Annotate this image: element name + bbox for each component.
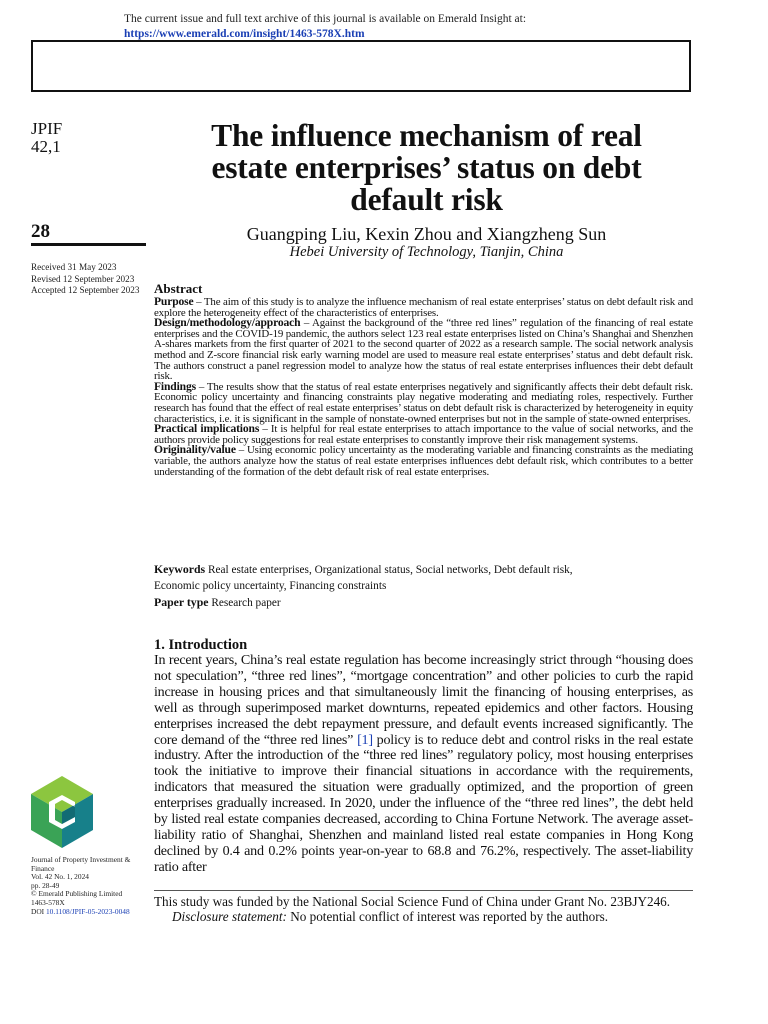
journal-info — [31, 120, 62, 156]
abstract-text: – Against the background of the “three red lines” regulation of the financing of real estate enterprises and the COVID-19 pandemic, the authors select 123 real estate enterprises listed on China’s Shanghai and Shenzhen A-shares markets from the first quarter of 2021 to the second quarter of 2022 as a research sample. The social network analysis method and Z-score financial risk early warning model are used to measure real estate enterprises’ status and debt default risk. The authors construct a panel regression model to analyze how the status of real estate enterprises influences their debt default risk. — [154, 317, 693, 383]
funding-statement: This study was funded by the National Social Science Fund of China under Grant No. 23BJY246. — [154, 894, 671, 909]
abstract-label: Findings — [154, 379, 196, 393]
disclosure-label: Disclosure statement: — [172, 909, 287, 924]
paper-type — [154, 594, 693, 611]
authors: Guangping Liu, Kexin Zhou and Xiangzheng Sun — [246, 224, 607, 244]
footnote-rule — [154, 890, 693, 891]
abstract-label: Design/methodology/approach — [154, 316, 301, 330]
abstract-text: – Using economic policy uncertainty as the moderating variable and financing constraints as the mediating variable, the authors analyze how the status of real estate enterprises influences debt default risk, which contributes to a better understanding of the formation of the debt default risk of real estate enterprises. — [154, 444, 693, 478]
journal-citation — [31, 856, 149, 916]
journal-notice-box — [31, 40, 691, 92]
affiliation: Hebei University of Technology, Tianjin, China — [289, 244, 564, 260]
abstract-design — [154, 318, 693, 382]
emerald-logo-icon — [31, 776, 93, 848]
intro-text-cont: policy is to reduce debt and control risks in the real estate industry. After the introduction of the “three red lines” regulatory policy, most housing enterprises took the initiative to improve their financial situations in accordance with the requirements, indicators that measured the situation were gradually optimized, and the proportion of green enterprises gradually increased. In 2020, under the influence of the “three red lines”, the debt held by listed real estate companies decreased, according to China Fortune Network. The average asset-liability ratio of Shanghai, Shenzhen and mainland listed real estate companies in Hong Kong declined by 0.4 and 0.2% points year-on-year to 68.8 and 76.2%, respectively. The asset-liability ratio after — [154, 731, 694, 875]
abstract-label: Practical implications — [154, 422, 260, 436]
paper-type-label: Paper type — [154, 595, 209, 609]
page-number: 28 — [31, 221, 50, 242]
abstract-body — [154, 297, 693, 477]
citation-link[interactable]: [1] — [357, 731, 373, 748]
notice-text: The current issue and full text archive of this journal is available on Emerald Insight at: — [124, 13, 527, 25]
abstract-implications — [154, 424, 693, 445]
journal-abbrev: JPIF — [31, 119, 63, 138]
journal-archive-link[interactable]: https://www.emerald.com/insight/1463-578X.htm — [124, 28, 365, 40]
disclosure-text: No potential conflict of interest was reported by the authors. — [286, 909, 609, 924]
citation-publisher: © Emerald Publishing Limited — [31, 889, 123, 899]
intro-text: In recent years, China’s real estate regulation has become increasingly strict through “housing does not speculation”, “three red lines”, “mortgage concentration” and other policies to curb the rapid increase in housing prices and that simultaneously limit the financing of housing enterprises, as well as through superimposed market downturns, repeated epidemics and other factors. Housing enterprises increased the debt repayment pressure, and default events increased significantly. The core demand of the “three red lines” — [154, 652, 693, 748]
abstract-heading: Abstract — [154, 281, 203, 296]
citation-issn: 1463-578X — [31, 897, 65, 907]
page-number-rule — [31, 243, 146, 246]
abstract-originality — [154, 445, 693, 477]
keywords-line — [154, 561, 693, 578]
abstract-label: Purpose — [154, 295, 194, 308]
paper-type-value: Research paper — [208, 597, 281, 609]
paper-title: The influence mechanism of real estate enterprises’ status on debt default risk — [211, 118, 642, 217]
submission-dates: Received 31 May 2023 Revised 12 September 2023 Accepted 12 September 2023 — [31, 262, 140, 295]
abstract-text: – The aim of this study is to analyze the influence mechanism of real estate enterprises’ status on debt default risk and explore the heterogeneity effect of the characteristics of enterprises. — [154, 296, 693, 319]
citation-pages: pp. 28-49 — [31, 880, 60, 890]
citation-journal: Journal of Property Investment & Finance — [31, 855, 131, 873]
disclosure-statement — [172, 909, 608, 924]
abstract-text: – The results show that the status of real estate enterprises negatively and significantly affects their debt default risk. Economic policy uncertainty and financing constraints play negative moderating and mediating roles, respectively. Further research has found that the effect of real estate enterprises’ status on debt default risk is characterized by heterogeneity in equity characteristics, i.e. it is significant in the sample of nonstate-owned enterprises but not in the sample of state-owned enterprises. — [154, 380, 693, 425]
keywords-line-2: Economic policy uncertainty, Financing constraints — [154, 580, 387, 592]
doi-link[interactable]: 10.1108/JPIF-05-2023-0048 — [45, 906, 130, 916]
citation-volume: Vol. 42 No. 1, 2024 — [31, 872, 89, 882]
keywords-block — [154, 561, 693, 611]
introduction-heading: 1. Introduction — [154, 637, 248, 653]
abstract-text: – It is helpful for real estate enterprises to attach importance to the value of social networks, and the authors provide policy suggestions for real estate enterprises to constantly improve their risk management systems. — [154, 423, 693, 446]
introduction-body — [154, 653, 693, 876]
abstract-purpose — [154, 297, 693, 318]
citation-doi-line — [31, 908, 149, 917]
keywords-label: Keywords — [154, 562, 206, 576]
doi-label: DOI — [31, 906, 46, 916]
keywords-text: Real estate enterprises, Organizational status, Social networks, Debt default risk, — [205, 564, 573, 576]
abstract-label: Originality/value — [154, 443, 236, 457]
abstract-findings — [154, 379, 693, 425]
journal-volume-issue: 42,1 — [31, 137, 61, 156]
